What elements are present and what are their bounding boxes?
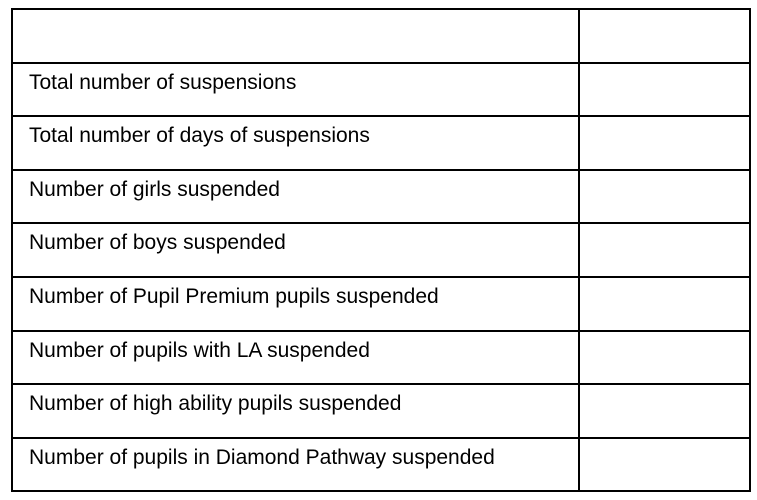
suspensions-table (11, 8, 751, 492)
row-label: Number of girls suspended (29, 177, 280, 201)
table-header-row (12, 9, 750, 63)
row-value (580, 278, 749, 286)
table-row (12, 384, 750, 438)
row-value-cell (579, 277, 750, 331)
row-value-cell (579, 331, 750, 385)
row-label: Number of high ability pupils suspended (29, 392, 402, 416)
row-label: Number of pupils with LA suspended (29, 338, 370, 362)
header-label-cell (12, 9, 579, 63)
row-value (580, 171, 749, 179)
row-value (580, 332, 749, 340)
header-value-cell (579, 9, 750, 63)
row-value (580, 117, 749, 125)
row-value-cell (579, 170, 750, 224)
row-label: Number of pupils in Diamond Pathway suspended (29, 445, 495, 469)
row-label-cell (12, 438, 579, 492)
row-label-cell (12, 223, 579, 277)
table-row (12, 63, 750, 117)
table-row (12, 116, 750, 170)
header-label (13, 10, 578, 18)
row-label-cell (12, 116, 579, 170)
row-value (580, 385, 749, 393)
table-row (12, 223, 750, 277)
row-label-cell (12, 331, 579, 385)
row-label: Number of boys suspended (29, 231, 286, 255)
table-row (12, 331, 750, 385)
row-value (580, 224, 749, 232)
row-label-cell (12, 170, 579, 224)
row-value-cell (579, 438, 750, 492)
row-value (580, 64, 749, 72)
row-label: Total number of suspensions (29, 70, 297, 94)
table-row (12, 170, 750, 224)
table-row (12, 277, 750, 331)
row-value (580, 439, 749, 447)
row-label: Total number of days of suspensions (29, 124, 370, 148)
table-row (12, 438, 750, 492)
row-value-cell (579, 116, 750, 170)
header-value (580, 10, 749, 18)
row-value-cell (579, 384, 750, 438)
row-value-cell (579, 223, 750, 277)
row-label-cell (12, 63, 579, 117)
row-value-cell (579, 63, 750, 117)
row-label-cell (12, 384, 579, 438)
row-label-cell (12, 277, 579, 331)
row-label: Number of Pupil Premium pupils suspended (29, 284, 439, 308)
